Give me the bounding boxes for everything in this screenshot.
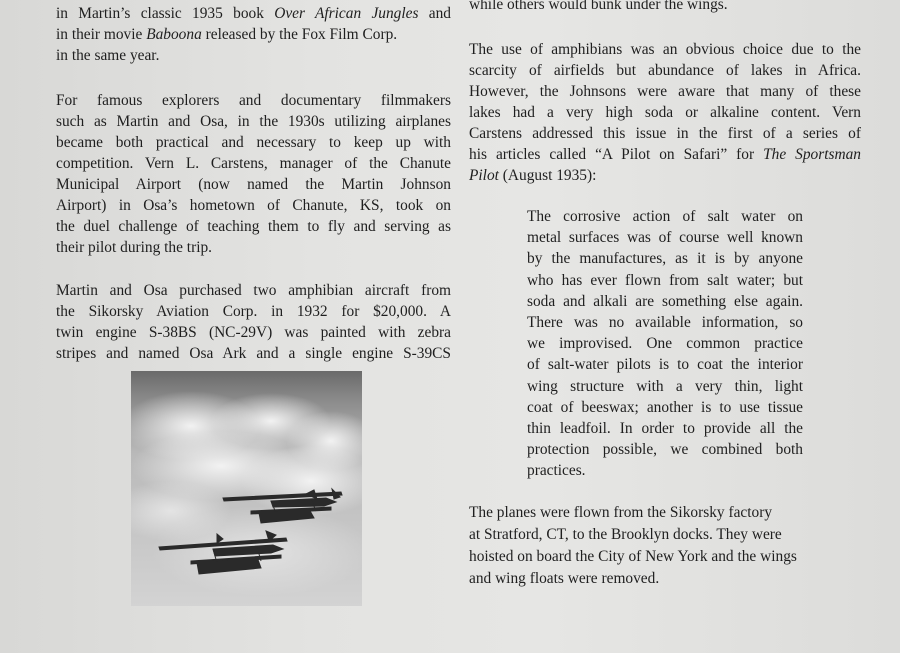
left-paragraph-3: [56, 280, 451, 364]
quote-line: protection possible, we combined both: [527, 441, 803, 459]
text-line: at Stratford, CT, to the Brooklyn docks. They were: [469, 526, 782, 543]
quote-line: we improvised. One common practice: [527, 335, 803, 353]
quote-line: of salt-water pilots is to coat the interior: [527, 356, 803, 374]
text-line: Carstens addressed this issue in the first of a series of: [469, 125, 861, 142]
quote-line: who has ever flown from salt water; but: [527, 271, 803, 289]
text-line: Airport) in Osa’s hometown of Chanute, KS, took on: [56, 197, 451, 214]
airplanes-photo: [131, 371, 362, 606]
text-line: while others would bunk under the wings.: [469, 0, 728, 13]
right-top-fragment: [469, 0, 861, 15]
text-line: in Martin’s classic 1935 book Over African Jungles and: [56, 5, 451, 22]
text-line: became both practical and necessary to keep up with: [56, 134, 451, 151]
text-line: Martin and Osa purchased two amphibian aircraft from: [56, 282, 451, 299]
quote-line: The corrosive action of salt water on: [527, 208, 803, 225]
text-line: lakes had a very high soda or alkaline content. Vern: [469, 104, 861, 121]
text-line: the Sikorsky Aviation Corp. in 1932 for $20,000. A: [56, 303, 451, 320]
left-paragraph-1: [56, 3, 451, 66]
text-line: However, the Johnsons were aware that many of these: [469, 83, 861, 100]
quote-line: metal surfaces was of course well known: [527, 229, 803, 247]
text-line: scarcity of airfields but abundance of lakes in Africa.: [469, 62, 861, 79]
text-line: their pilot during the trip.: [56, 239, 213, 256]
text-line: Pilot (August 1935):: [469, 167, 597, 184]
text-line: The use of amphibians was an obvious choice due to the: [469, 41, 861, 58]
quote-line: soda and alkali are something else again.: [527, 292, 803, 310]
text-line: and wing floats were removed.: [469, 570, 660, 587]
text-line: the duel challenge of teaching them to fly and serving as: [56, 218, 451, 235]
quote-line: wing structure with a very thin, light: [527, 377, 803, 395]
quote-line: coat of beeswax; another is to use tissue: [527, 398, 803, 416]
text-line: competition. Vern L. Carstens, manager of the Chanute: [56, 155, 451, 172]
text-line: For famous explorers and documentary filmmakers: [56, 92, 451, 109]
quote-line: There was no available information, so: [527, 314, 803, 332]
text-line: Municipal Airport (now named the Martin Johnson: [56, 176, 451, 193]
block-quote: [527, 206, 803, 482]
text-line: his articles called “A Pilot on Safari” for The Sportsman: [469, 146, 862, 163]
right-paragraph-2: [469, 502, 839, 590]
quote-line: by the manufactures, as it is by anyone: [527, 250, 803, 268]
text-line: hoisted on board the City of New York and the wings: [469, 548, 797, 565]
left-paragraph-2: [56, 90, 451, 258]
text-line: in the same year.: [56, 47, 160, 64]
text-line: in their movie Baboona released by the Fox Film Corp.: [56, 26, 398, 43]
text-line: The planes were flown from the Sikorsky factory: [469, 504, 773, 521]
text-line: stripes and named Osa Ark and a single engine S-39CS: [56, 345, 451, 362]
right-paragraph-1: [469, 39, 861, 186]
quote-line: thin leadfoil. In order to provide all the: [527, 420, 803, 438]
quote-line: practices.: [527, 462, 586, 480]
text-line: such as Martin and Osa, in the 1930s utilizing airplanes: [56, 113, 451, 130]
text-line: twin engine S-38BS (NC-29V) was painted with zebra: [56, 324, 451, 341]
